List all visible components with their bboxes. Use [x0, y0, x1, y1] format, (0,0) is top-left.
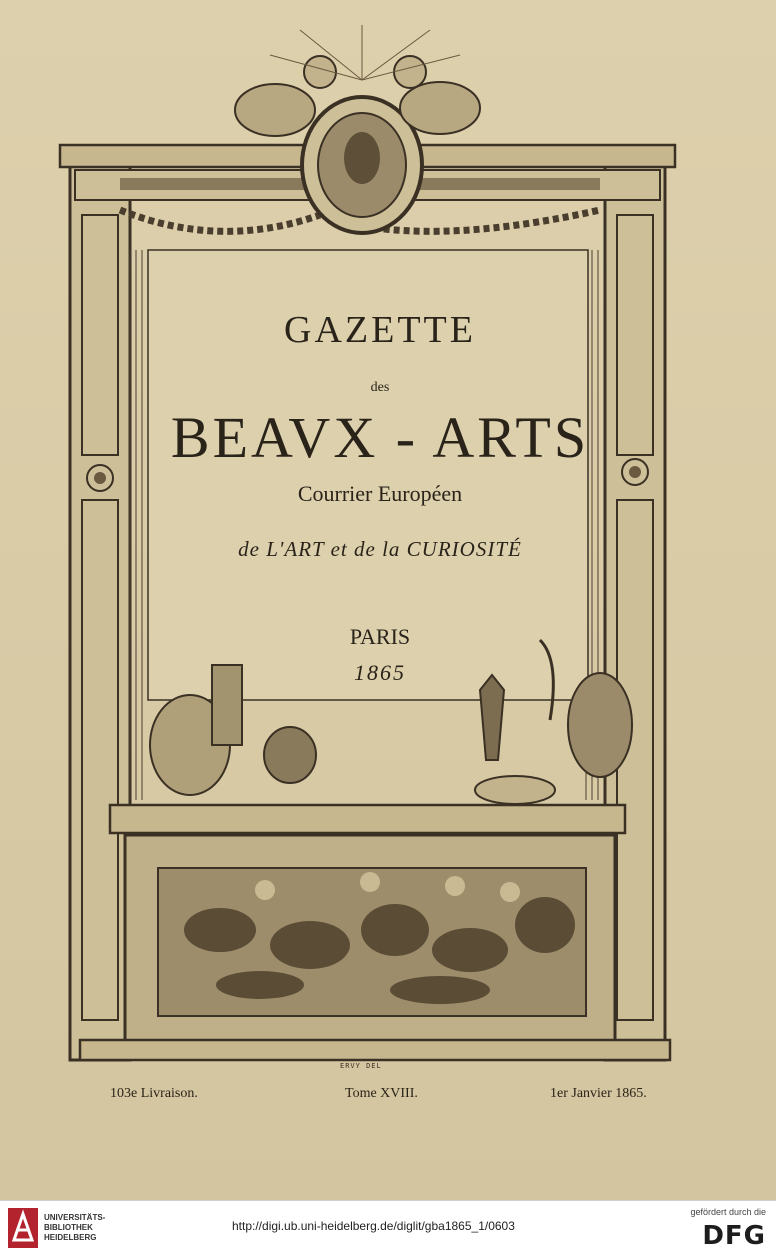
imprint-city: PARIS [349, 624, 411, 649]
subtitle-curiosite: de L'ART et de la CURIOSITÉ [238, 537, 522, 561]
library-name-line: HEIDELBERG [44, 1233, 97, 1242]
title-gazette: GAZETTE [284, 309, 476, 351]
library-name-line: BIBLIOTHEK [44, 1223, 93, 1232]
permalink-url[interactable]: http://digi.ub.uni-heidelberg.de/diglit/gba1865_1/0603 [232, 1219, 515, 1233]
viewer-footer-bar [0, 1200, 776, 1256]
library-name-line: UNIVERSITÄTS- [44, 1213, 106, 1222]
imprint-year: 1865 [354, 660, 406, 685]
title-beaux-arts: BEAVX - ARTS [170, 405, 590, 470]
footer-date: 1er Janvier 1865. [550, 1086, 647, 1101]
footer-tome: Tome XVIII. [345, 1086, 418, 1101]
university-library-logo-icon[interactable] [8, 1208, 38, 1248]
title-des: des [370, 380, 390, 395]
engraver-signature: ERVY DEL [340, 1062, 382, 1070]
title-block [150, 300, 610, 686]
dfg-logo[interactable]: DFG [702, 1221, 766, 1251]
library-name[interactable] [44, 1213, 105, 1243]
footer-livraison: 103e Livraison. [110, 1086, 198, 1101]
funder-label: gefördert durch die [690, 1207, 766, 1217]
subtitle-courrier: Courrier Européen [297, 481, 463, 506]
